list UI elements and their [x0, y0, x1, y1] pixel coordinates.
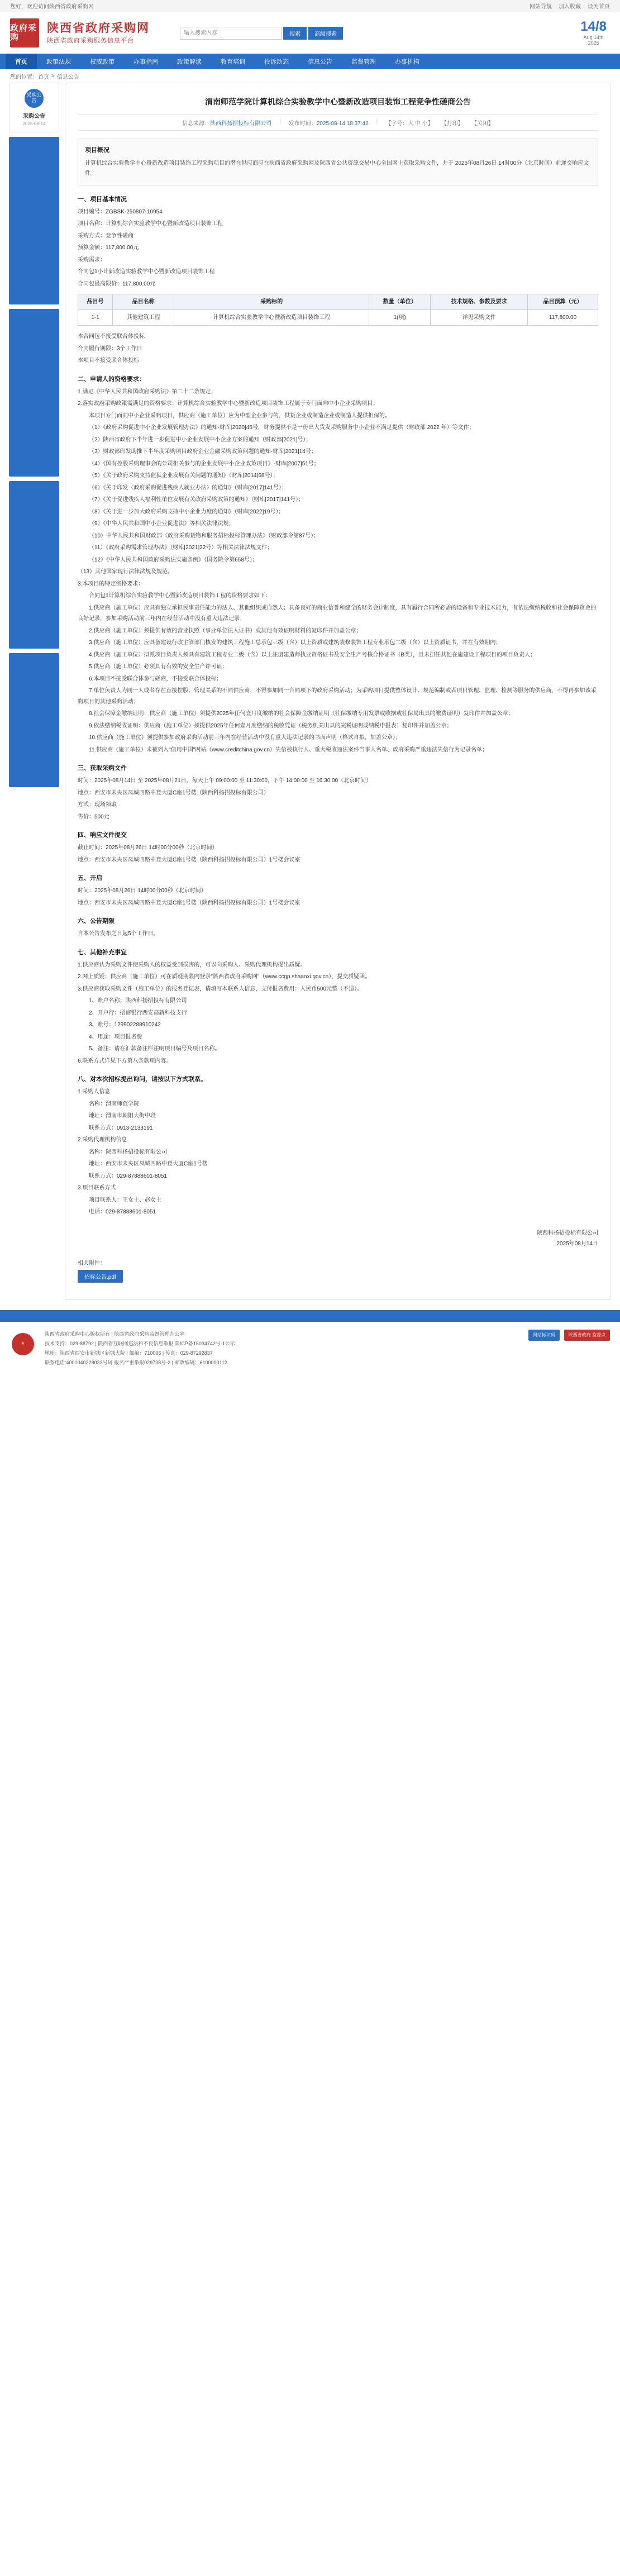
section-heading-6: 六、公告期限 [78, 918, 115, 925]
emblem-circle: ★ [12, 1333, 34, 1355]
overview-text: 计算机综合实验教学中心暨新改造项目装饰工程采购项目的潜在供应商应在陕西省政府采购网及陕西省公共资源交易中心全国网上获取采购文件，并于 2025年08月26日 14时00分（北京时间）前递交响应文件。 [85, 160, 589, 177]
th-0: 品目号 [78, 294, 113, 310]
date-widget [580, 20, 610, 46]
s1-p3: 预算金额：117,800.00元 [78, 245, 139, 251]
top-utility-bar [0, 0, 620, 12]
s2-p26: 9.依法缴纳税收证明：供应商（施工单位）须提供2025年任何壹月度缴纳的税收凭证（税务机关出具的完税证明或纳税申报表）复印件并加盖公章； [89, 722, 452, 729]
date-year: 2025 [588, 40, 599, 46]
rail-badge-date: 2025-08-14 [22, 121, 46, 126]
rail-badge-card [9, 83, 59, 132]
td-0-0: 1-1 [78, 310, 113, 326]
s2-p18: 1.供应商（施工单位）应具有独立承担民事责任能力的法人、其他组织或自然人；具备良好的商业信誉和健全的财务会计制度，具有履行合同所必需的设备和专业技术能力，有依法缴纳税收和社会保障资金的良好记录，参加采购活动前三年内在经营活动中没有重大违法记录； [78, 604, 597, 622]
meta-fontsize[interactable] [385, 118, 433, 127]
website-id-badge[interactable]: 网站标识码 [528, 1330, 560, 1341]
nav-item-7[interactable]: 信息公告 [308, 59, 332, 65]
fontsize-label: 【字号： [385, 121, 408, 127]
left-rail [9, 83, 59, 787]
meta-sep-2: | [376, 118, 378, 125]
s7-p0: 1.供应商认为采购文件使采购人的权益受到损害的，可以向采购人、采购代理机构提出质疑。 [78, 961, 306, 968]
nav-item-0[interactable]: 首页 [6, 54, 37, 69]
search-button[interactable]: 搜索 [283, 27, 307, 40]
td-0-2: 计算机综合实验教学中心暨新改造项目装饰工程 [174, 310, 369, 326]
th-3: 数量（单位） [369, 294, 431, 310]
s4-p0: 截止时间：2025年08月26日 14时00分00秒（北京时间） [78, 845, 218, 851]
article-meta [78, 115, 598, 131]
s8-p2: 地址：渭南市朝阳大街中段 [89, 1113, 156, 1120]
nav-item-5[interactable]: 教育培训 [221, 59, 245, 65]
date-english: Aug 14th [583, 35, 604, 40]
breadcrumb-sep: > [51, 73, 55, 79]
s7-p1: 2.网上质疑：供应商（施工单位）可在质疑期限内登录"陕西省政府采购网"（www.ccgp.shaanxi.gov.cn），提交质疑函。 [78, 974, 371, 980]
th-2: 采购标的 [174, 294, 369, 310]
attachment-label: 相关附件： [78, 1260, 106, 1266]
s2-p3: （1）《政府采购促进中小企业发展管理办法》的通知-财库[2020]46号，财务提供不是一份出大货发采购服务中小企业不满足提供（财政部 2022 年）等文件； [89, 425, 475, 431]
s8-p1: 名称：渭南师范学院 [89, 1101, 139, 1107]
meta-time [289, 118, 369, 127]
site-name: 陕西省政府采购网 [47, 22, 150, 35]
s2-p11: （9）《中华人民共和国中小企业促进法》等相关法律法规； [89, 521, 235, 527]
s2-p25: 8.社会保障金缴纳证明：供应商（施工单位）须提供2025年任何壹月度缴纳的社会保障金缴纳证明（社保缴纳专用发票或收据或社保局出具的缴费证明）复印件并加盖公章； [89, 711, 514, 717]
s2-p5: （3）财政部印发助推下半年度采购项目政府企业金融采购政策问题的通知-财库[2021]14号； [89, 449, 317, 455]
th-1: 品目名称 [113, 294, 174, 310]
breadcrumb [0, 69, 620, 83]
section-heading-1: 一、项目基本情况 [78, 196, 127, 203]
s4-p1: 地点：西安市未央区凤城四路中登大厦C座1号楼（陕西科扬招投标有限公司）1号楼会议室 [78, 856, 301, 863]
section-heading-2: 二、申请人的资格要求： [78, 375, 145, 383]
site-name-sub: 陕西省政府采购服务信息平台 [47, 37, 134, 44]
gov-supervision-badge[interactable]: 陕西省政府 监督点 [564, 1330, 610, 1341]
procurement-table [78, 294, 598, 326]
site-header [0, 12, 620, 54]
date-day-month: 14/8 [580, 19, 607, 34]
s2-p9: （7）《关于促进残疾人福利性单位发展有关政府采购政策的通知》（财库[2017]141号）； [89, 497, 304, 503]
rail-panel-2 [9, 309, 59, 477]
s2-p7: （5）《关于政府采购支持监狱企业发展有关问题的通知》（财库[2014]68号）； [89, 473, 279, 479]
s2-p8: （6）《关于印发〈政府采购促进残疾人就业办法〉的通知》（财库[2017]141号）； [89, 484, 288, 491]
s8-p3: 联系方式：0913-2133191 [89, 1125, 153, 1131]
overview-title: 项目概况 [85, 147, 109, 154]
close-button[interactable]: 【关闭】 [471, 121, 494, 127]
s2-p2: 本项目专门面向中小企业采购项目，供应商（施工单位）应为中型企业参与的，供货企业或制造企业或制造人提供担保的。 [89, 412, 390, 419]
s8-p0: 1.采购人信息 [78, 1089, 111, 1096]
site-logo-text [47, 21, 150, 45]
print-button[interactable]: 【打印】 [441, 121, 464, 127]
breadcrumb-prefix: 您的位置： [10, 74, 38, 80]
s1-p5: 采购需求： [78, 256, 106, 263]
site-logo-badge: 政府采购 [10, 18, 39, 47]
advanced-search-button[interactable]: 高级搜索 [308, 27, 343, 40]
s2-p15: （13）其他国家现行法律法规及规范。 [78, 569, 174, 575]
s1-after-0: 本合同包不接受联合体投标 [78, 334, 145, 340]
meta-source-label: 信息来源： [182, 121, 211, 127]
fontsize-suffix: 】 [427, 121, 433, 127]
section-heading-5: 五、开启 [78, 875, 102, 882]
s8-p9: 项目联系人：王女士、赵女士 [89, 1197, 161, 1203]
s2-p1: 2.落实政府采购政策需满足的资格要求：计算机综合实验教学中心暨新改造项目装饰工程属于专门面向中小企业采购项目； [78, 401, 379, 407]
s8-p7: 联系方式：029-87888601-8051 [89, 1173, 168, 1179]
nav-item-2[interactable]: 权威政策 [90, 59, 115, 65]
meta-sep-1: | [279, 118, 281, 125]
s1-p6: 合同包1小计新改造实验教学中心暨新改造项目装饰工程 [78, 269, 215, 275]
rail-panel-3 [9, 481, 59, 649]
s7-p7: 5、备注：请在汇款备注栏注明项目编号及项目名称。 [89, 1046, 221, 1053]
s2-p0: 1.满足《中华人民共和国政府采购法》第二十二条规定； [78, 388, 217, 395]
s1-p7: 合同包最高限价：117,800.00元 [78, 280, 156, 287]
attachment-link[interactable]: 招标公告.pdf [78, 1270, 123, 1283]
s7-p6: 4、用途：项目报名费 [89, 1034, 142, 1040]
topbar-link-2[interactable]: 设为首页 [588, 4, 610, 10]
s7-p4: 2、开户行：招商银行西安高新科技支行 [89, 1010, 187, 1016]
breadcrumb-item-0[interactable]: 首页 [38, 74, 49, 80]
s2-p22: 5.供应商（施工单位）必须具有有效的安全生产许可证； [89, 664, 228, 670]
td-0-5: 117,800.00 [528, 310, 598, 326]
s2-p23: 6.本项目不接受联合体参与磋商，不接受联合体投标； [89, 675, 222, 682]
th-4: 技术规格、参数及要求 [431, 294, 528, 310]
section-heading-8: 八、对本次招标提出询问，请按以下方式联系。 [78, 1076, 207, 1083]
topbar-links [530, 2, 610, 10]
fontsize-options[interactable]: 大 中 小 [408, 121, 428, 127]
s2-p21: 4.供应商（施工单位）拟派项目负责人须具有建筑工程专业二级（含）以上注册建造师执业资格证书及安全生产考核合格证书（B类），且未担任其他在施建设工程项目的项目负责人； [89, 651, 536, 658]
nav-item-9[interactable]: 办事机构 [395, 59, 419, 65]
s8-p10: 电话：029-87888601-8051 [89, 1209, 156, 1216]
s2-p24: 7.单位负责人为同一人或者存在直接控股、管理关系的不同供应商，不得参加同一合同项下的政府采购活动；为采购项目提供整体设计、规范编制或者项目管理、监理、检测等服务的供应商，不得再参加该采购项目的其他采购活动； [78, 688, 597, 705]
rail-panel-4 [9, 653, 59, 787]
s7-p5: 3、账号：129902288910242 [89, 1022, 161, 1029]
s2-p19: 2.供应商（施工单位）须提供有效的营业执照（事业单位法人证书）或其他有效证明材料的复印件并加盖公章； [89, 627, 362, 634]
s2-p4: （2）陕西省政府下半年进一步促进中小企业发展中小企业方案的通知（财政部[2021]号）； [89, 436, 312, 443]
nav-item-6[interactable]: 投诉动态 [264, 59, 289, 65]
td-0-4: 详见采购文件 [431, 310, 528, 326]
signature-company: 陕西科扬招投标有限公司 [537, 1230, 598, 1236]
s1-p2: 采购方式：竞争性磋商 [78, 232, 133, 239]
section-heading-3: 三、获取采购文件 [78, 765, 127, 772]
s5-p1: 地点：西安市未央区凤城四路中登大厦C座1号楼（陕西科扬招投标有限公司）1号楼会议室 [78, 899, 301, 906]
site-footer [0, 1320, 620, 1375]
topbar-link-1[interactable]: 加入收藏 [559, 4, 581, 10]
welcome-text: 您好，欢迎访问陕西省政府采购网 [10, 4, 94, 10]
s1-p0: 项目编号：ZGBSK-250807-10954 [78, 208, 163, 215]
s7-p3: 1、账户名称：陕西科扬招投标有限公司 [89, 998, 187, 1004]
td-0-1: 其他建筑工程 [113, 310, 174, 326]
meta-time-value: 2025-08-14 18:37:42 [316, 121, 369, 127]
announcement-icon: 采购公告 [25, 89, 44, 108]
national-emblem-icon [10, 1330, 36, 1359]
s8-p5: 名称：陕西科扬招投标有限公司 [89, 1149, 167, 1155]
s8-p6: 地址：西安市未央区凤城四路中登大厦C座1号楼 [89, 1161, 208, 1168]
td-0-3: 1(项) [369, 310, 431, 326]
page-title: 渭南师范学院计算机综合实验教学中心暨新改造项目装饰工程竞争性磋商公告 [205, 97, 471, 106]
section-heading-4: 四、响应文件提交 [78, 832, 127, 839]
meta-source-value: 陕西科扬招投标有限公司 [210, 121, 272, 127]
nav-item-4[interactable]: 政策解读 [177, 59, 202, 65]
body-wrapper [0, 83, 620, 1310]
footer-badges [528, 1330, 610, 1341]
breadcrumb-item-1[interactable]: 信息公告 [56, 74, 79, 80]
s7-p8: 6.联系方式详见下方第八条款项内容。 [78, 1058, 172, 1064]
s2-p16: 3.本项目的特定资格要求： [78, 580, 144, 587]
s6-p0: 自本公告发布之日起5个工作日。 [78, 931, 159, 937]
project-overview-box [78, 139, 598, 185]
nav-item-1[interactable]: 政策法规 [46, 59, 71, 65]
s2-p14: （12）《中华人民共和国政府采购法实施条例》（国务院令第658号）； [89, 556, 258, 563]
meta-source [182, 118, 271, 127]
s8-p8: 3.项目联系方式 [78, 1185, 116, 1192]
search-area [180, 27, 343, 40]
footer-line-1: 技术支持：029-88792 | 陕西省互联网违法和不良信息举报 陕ICP备15034742号-1公示 [45, 1340, 235, 1346]
s3-p2: 方式：现场领取 [78, 802, 117, 808]
nav-item-3[interactable]: 办事指南 [133, 59, 158, 65]
topbar-link-0[interactable]: 网站导航 [530, 4, 552, 10]
s1-after-2: 本项目不接受联合体投标 [78, 358, 139, 364]
footer-line-2: 地址：陕西省西安市新城区新城大院 | 邮编：710006 | 传真：029-87292837 [45, 1350, 213, 1356]
s1-p1: 项目名称：计算机综合实验教学中心暨新改造项目装饰工程 [78, 221, 223, 227]
signature-block [78, 1228, 598, 1249]
s2-p28: 11.供应商（施工单位）未被列入"信用中国"网站（www.creditchina.gov.cn）失信被执行人、重大税收违法案件当事人名单、政府采购严重违法失信行为记录名单； [89, 746, 488, 753]
s3-p3: 售价：500元 [78, 813, 109, 820]
meta-time-label: 发布时间： [288, 121, 317, 127]
s8-p4: 2.采购代理机构信息 [78, 1137, 127, 1144]
main-nav [0, 54, 620, 69]
s2-p20: 3.供应商（施工单位）应具备建设行政主管部门核发的建筑工程施工总承包三级（含）以上资质或建筑装修装饰工程专业承包二级（含）以上资质证书，并在有效期内； [89, 640, 502, 646]
s2-p17: 合同包1计算机综合实验教学中心暨新改造项目装饰工程的资格要求如下： [89, 593, 271, 599]
s2-p27: 10.供应商（施工单位）须提供参加政府采购活动前三年内在经营活动中没有重大违法记录的书面声明（格式自拟，加盖公章）； [89, 735, 401, 741]
footer-text-block [45, 1330, 519, 1368]
s7-p2: 3.供应商获取采购文件（施工单位）的报名登记表，请填写本联系人信息，支付报名费用：人民币500元整（不退）。 [78, 985, 363, 992]
s3-p0: 时间：2025年08月14日 至 2025年08月21日，每天上午 09:00:00 至 11:30:00，下午 14:00:00 至 16:30:00（北京时间） [78, 778, 372, 784]
s2-p6: （4）《国有控股采购理事会的公司相关参与的企业发展中小企业政策项目》-财库[2007]51号； [89, 460, 319, 467]
s2-p12: （10）中华人民共和国财政部《政府采购货物和服务招标投标管理办法》（财政部令第87号）； [89, 532, 319, 539]
search-input[interactable] [180, 27, 282, 40]
s1-after-1: 合同履行期限：3个工作日 [78, 345, 142, 352]
table-header-row [78, 294, 598, 310]
footer-top-band [0, 1310, 620, 1320]
th-5: 品目预算（元） [528, 294, 598, 310]
s3-p1: 地点：西安市未央区凤城四路中登大厦C座1号楼（陕西科扬招投标有限公司） [78, 789, 269, 796]
article-content [65, 83, 611, 1300]
footer-contact-line: 联系电话:4001040228033号码 报名严重举报029738号-2 | 邮政编码：6100000112 [45, 1360, 227, 1366]
s5-p0: 时间：2025年08月26日 14时00分00秒（北京时间） [78, 888, 207, 894]
s2-p13: （11）《政府采购需求管理办法》（财库[2021]22号）等相关法律法规文件； [89, 545, 273, 551]
s2-p10: （8）《关于进一步加大政府采购支持中小企业力度的通知》（财库[2022]19号）； [89, 508, 284, 515]
footer-line-0: 陕西省政府采购中心版权所有 | 陕西省政府采购监督管理办公室 [45, 1331, 185, 1337]
signature-date: 2025年08月14日 [556, 1240, 598, 1247]
table-row [78, 310, 598, 326]
nav-item-8[interactable]: 监督管理 [351, 59, 376, 65]
rail-badge-title: 采购公告 [23, 113, 45, 120]
section-heading-7: 七、其他补充事宜 [78, 949, 127, 956]
rail-panel-1 [9, 137, 59, 304]
